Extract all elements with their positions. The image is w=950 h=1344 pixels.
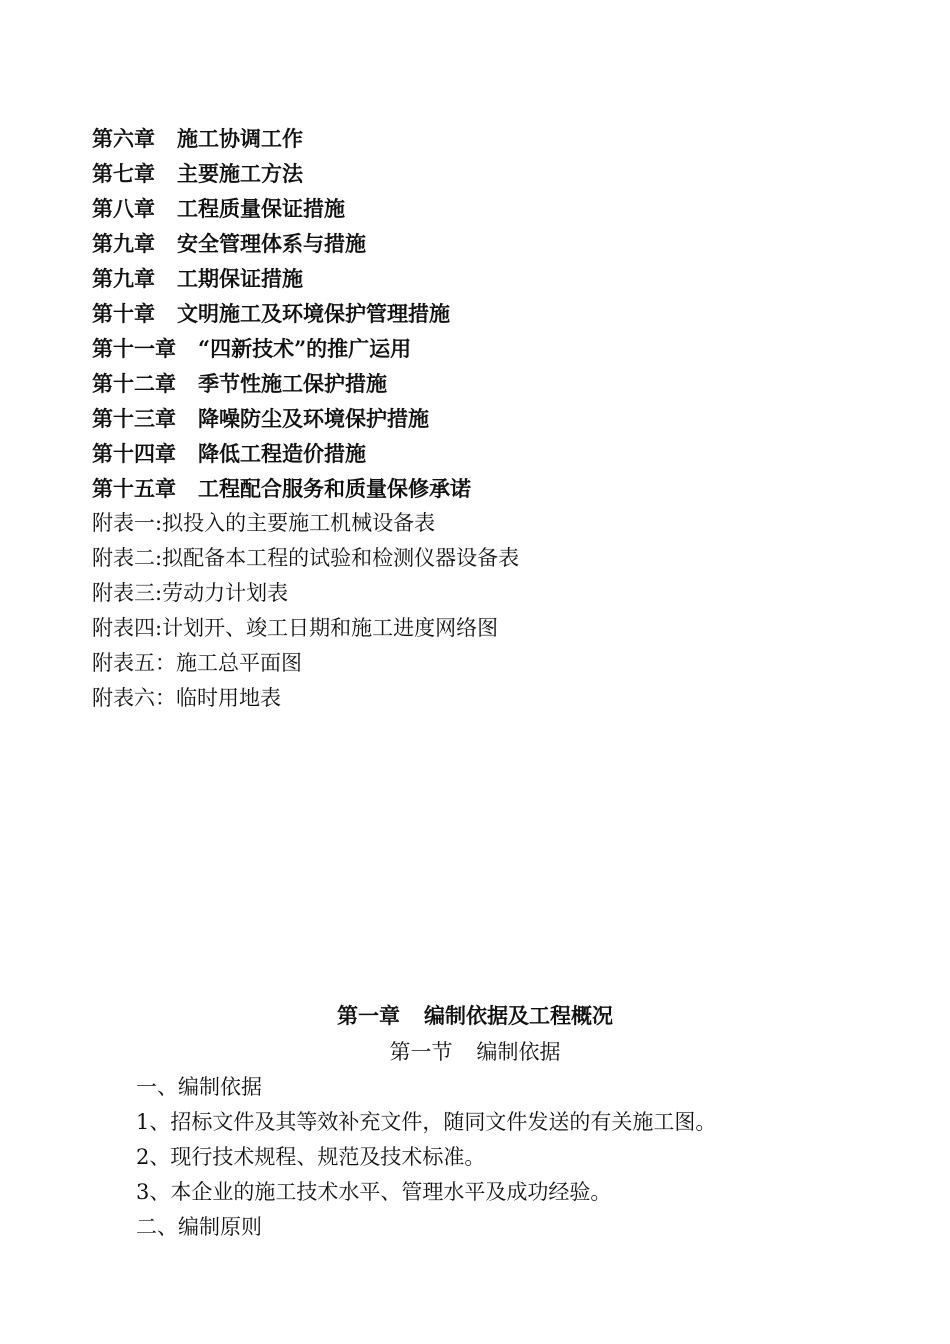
toc-chapter-number: 第十二章 (92, 371, 176, 396)
chapter-heading (0, 1000, 950, 1030)
toc-entry (92, 121, 892, 156)
toc-chapter-title: “四新技术”的推广运用 (198, 336, 412, 361)
toc-entry (92, 296, 892, 331)
toc-entry (92, 191, 892, 226)
toc-chapter-number: 第十三章 (92, 406, 176, 431)
toc-chapter-title: 降噪防尘及环境保护措施 (198, 406, 429, 431)
toc-chapter-title: 工程配合服务和质量保修承诺 (198, 476, 471, 501)
toc-appendix-entry: 附表三:劳动力计划表 (92, 581, 289, 605)
toc-entry (92, 226, 892, 261)
toc-chapter-number: 第九章 (92, 266, 155, 291)
chapter-number: 第一章 (337, 1003, 400, 1028)
toc-chapter-title: 主要施工方法 (177, 161, 303, 186)
paragraph: 2、现行技术规程、规范及技术标准。 (136, 1145, 486, 1169)
section-number: 第一节 (389, 1040, 453, 1064)
table-of-contents (92, 121, 892, 716)
toc-appendix-entry: 附表六：临时用地表 (92, 686, 281, 710)
toc-entry (92, 401, 892, 436)
toc-chapter-title: 工期保证措施 (177, 266, 303, 291)
toc-chapter-number: 第九章 (92, 231, 155, 256)
toc-entry (92, 156, 892, 191)
toc-entry (92, 471, 892, 506)
toc-chapter-number: 第十章 (92, 301, 155, 326)
toc-entry (92, 436, 892, 471)
toc-chapter-number: 第十一章 (92, 336, 176, 361)
toc-chapter-title: 安全管理体系与措施 (177, 231, 366, 256)
paragraph: 1、招标文件及其等效补充文件，随同文件发送的有关施工图。 (136, 1110, 717, 1134)
toc-chapter-title: 施工协调工作 (177, 126, 303, 151)
paragraph: 3、本企业的施工技术水平、管理水平及成功经验。 (136, 1180, 612, 1204)
paragraph: 二、编制原则 (136, 1215, 262, 1239)
toc-chapter-number: 第七章 (92, 161, 155, 186)
toc-entry (92, 261, 892, 296)
toc-chapter-number: 第十四章 (92, 441, 176, 466)
paragraph: 一、编制依据 (136, 1075, 262, 1099)
toc-chapter-number: 第八章 (92, 196, 155, 221)
toc-chapter-title: 降低工程造价措施 (198, 441, 366, 466)
toc-entry (92, 366, 892, 401)
toc-chapter-number: 第六章 (92, 126, 155, 151)
section-heading (0, 1036, 950, 1066)
toc-appendix-entry: 附表二:拟配备本工程的试验和检测仪器设备表 (92, 546, 520, 570)
toc-entry (92, 331, 892, 366)
toc-chapter-title: 季节性施工保护措施 (198, 371, 387, 396)
chapter-body (136, 1070, 916, 1245)
toc-chapter-title: 工程质量保证措施 (177, 196, 345, 221)
toc-appendix-entry: 附表五：施工总平面图 (92, 651, 302, 675)
section-title: 编制依据 (476, 1040, 561, 1064)
toc-appendix-entry: 附表四:计划开、竣工日期和施工进度网络图 (92, 616, 499, 640)
toc-chapter-title: 文明施工及环境保护管理措施 (177, 301, 450, 326)
toc-appendix-entry: 附表一:拟投入的主要施工机械设备表 (92, 511, 436, 535)
chapter-title: 编制依据及工程概况 (424, 1003, 613, 1028)
toc-chapter-number: 第十五章 (92, 476, 176, 501)
